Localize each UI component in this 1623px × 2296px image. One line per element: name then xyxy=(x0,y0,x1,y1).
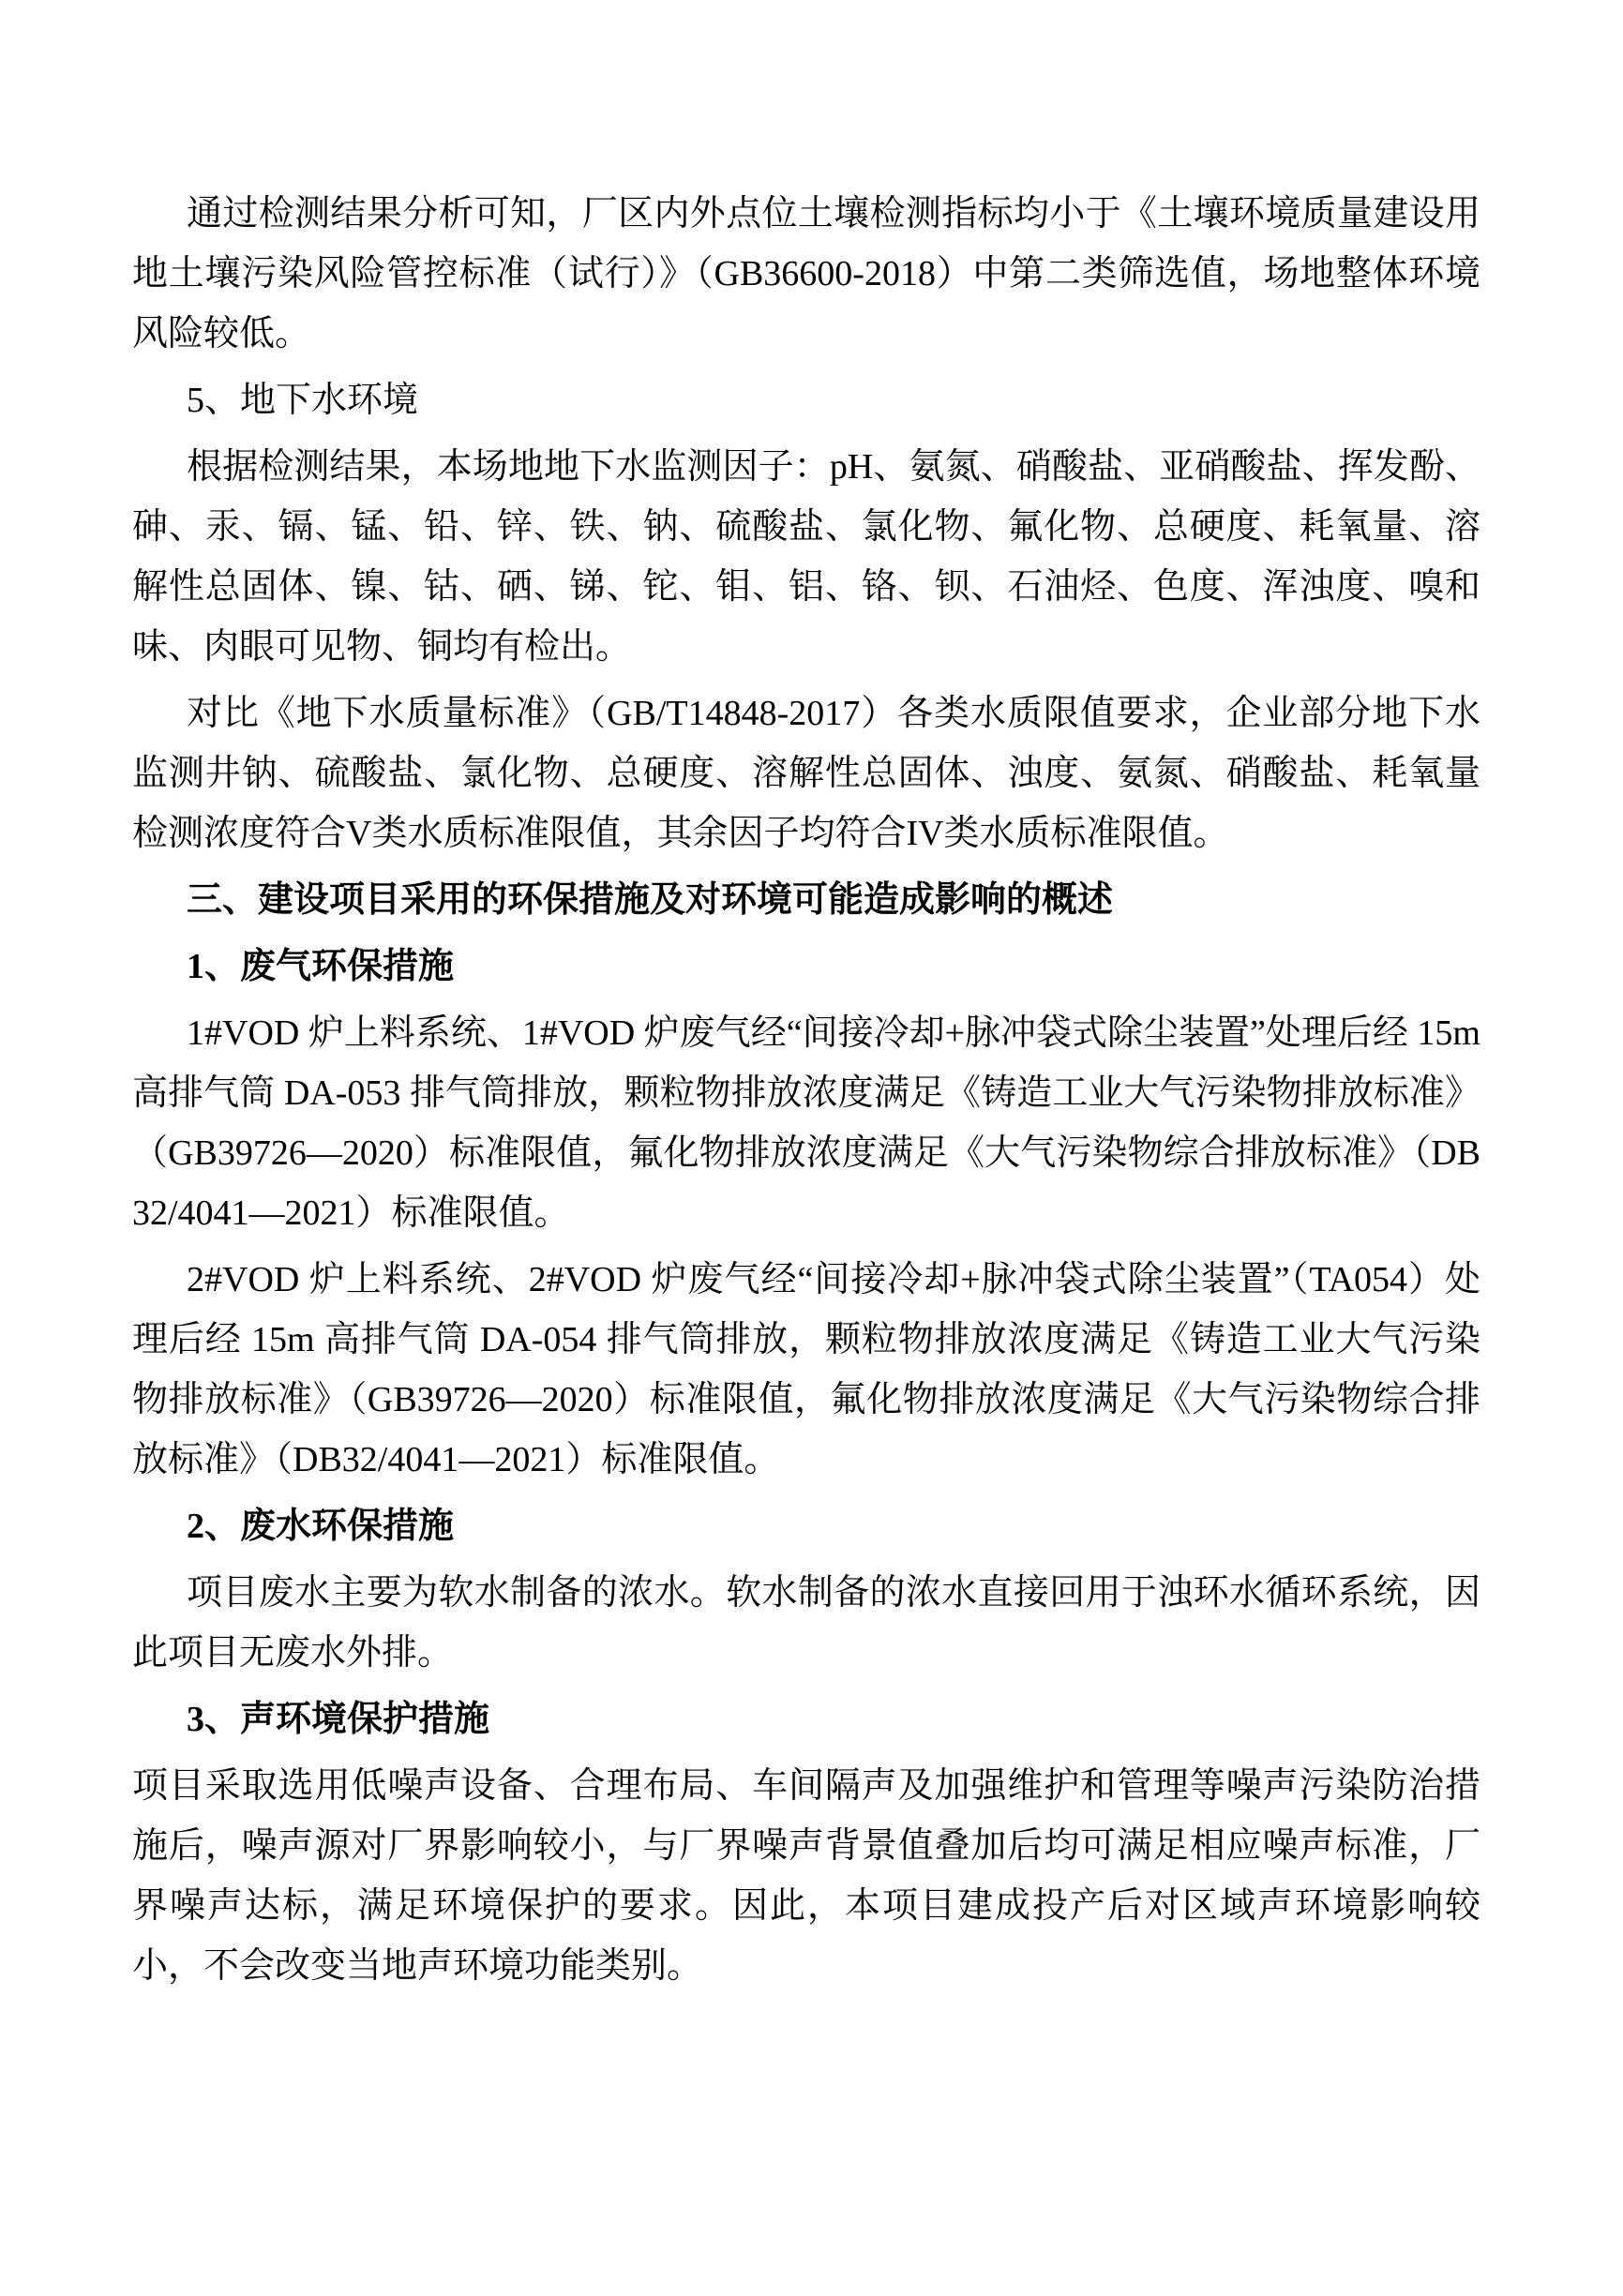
paragraph-vod2-exhaust-treatment: 2#VOD 炉上料系统、2#VOD 炉废气经“间接冷却+脉冲袋式除尘装置”（TA054）处理后经 15m 高排气筒 DA-054 排气筒排放，颗粒物排放浓度满足《铸造工业大气污染物排放标准》（GB39726—2020）标准限值，氟化物排放浓度满足《大气污染物综合排放标准》（DB32/4041—2021）标准限值。 xyxy=(132,1260,1480,1479)
heading-noise-protection-measures: 3、声环境保护措施 xyxy=(187,1700,490,1739)
paragraph-groundwater-monitoring-factors: 根据检测结果，本场地地下水监测因子：pH、氨氮、硝酸盐、亚硝酸盐、挥发酚、砷、汞、镉、锰、铅、锌、铁、钠、硫酸盐、氯化物、氟化物、总硬度、耗氧量、溶解性总固体、镍、钴、硒、锑、铊、钼、铝、铬、钡、石油烃、色度、浑浊度、嗅和味、肉眼可见物、铜均有检出。 xyxy=(132,447,1480,667)
paragraph-waste-water-reuse: 项目废水主要为软水制备的浓水。软水制备的浓水直接回用于浊环水循环系统，因此项目无废水外排。 xyxy=(132,1573,1480,1673)
document-content xyxy=(132,184,1480,2003)
paragraph-vod1-exhaust-treatment: 1#VOD 炉上料系统、1#VOD 炉废气经“间接冷却+脉冲袋式除尘装置”处理后经 15m 高排气筒 DA-053 排气筒排放，颗粒物排放浓度满足《铸造工业大气污染物排放标准》（GB39726—2020）标准限值，氟化物排放浓度满足《大气污染物综合排放标准》（DB32/4041—2021）标准限值。 xyxy=(132,1013,1480,1233)
subheading-groundwater-environment: 5、地下水环境 xyxy=(187,381,419,420)
paragraph-noise-control-conclusion: 项目采取选用低噪声设备、合理布局、车间隔声及加强维护和管理等噪声污染防治措施后，噪声源对厂界影响较小，与厂界噪声背景值叠加后均可满足相应噪声标准，厂界噪声达标，满足环境保护的要求。因此，本项目建成投产后对区域声环境影响较小，不会改变当地声环境功能类别。 xyxy=(132,1766,1480,1986)
heading-waste-water-measures: 2、废水环保措施 xyxy=(187,1507,455,1546)
heading-waste-gas-measures: 1、废气环保措施 xyxy=(187,947,455,986)
paragraph-soil-risk-conclusion: 通过检测结果分析可知，厂区内外点位土壤检测指标均小于《土壤环境质量建设用地土壤污染风险管控标准（试行）》（GB36600-2018）中第二类筛选值，场地整体环境风险较低。 xyxy=(132,194,1480,353)
paragraph-groundwater-standard-comparison: 对比《地下水质量标准》（GB/T14848-2017）各类水质限值要求，企业部分地下水监测井钠、硫酸盐、氯化物、总硬度、溶解性总固体、浊度、氨氮、硝酸盐、耗氧量检测浓度符合V类水质标准限值，其余因子均符合IV类水质标准限值。 xyxy=(132,694,1480,853)
heading-section-three-environmental-measures: 三、建设项目采用的环保措施及对环境可能造成影响的概述 xyxy=(187,880,1114,920)
